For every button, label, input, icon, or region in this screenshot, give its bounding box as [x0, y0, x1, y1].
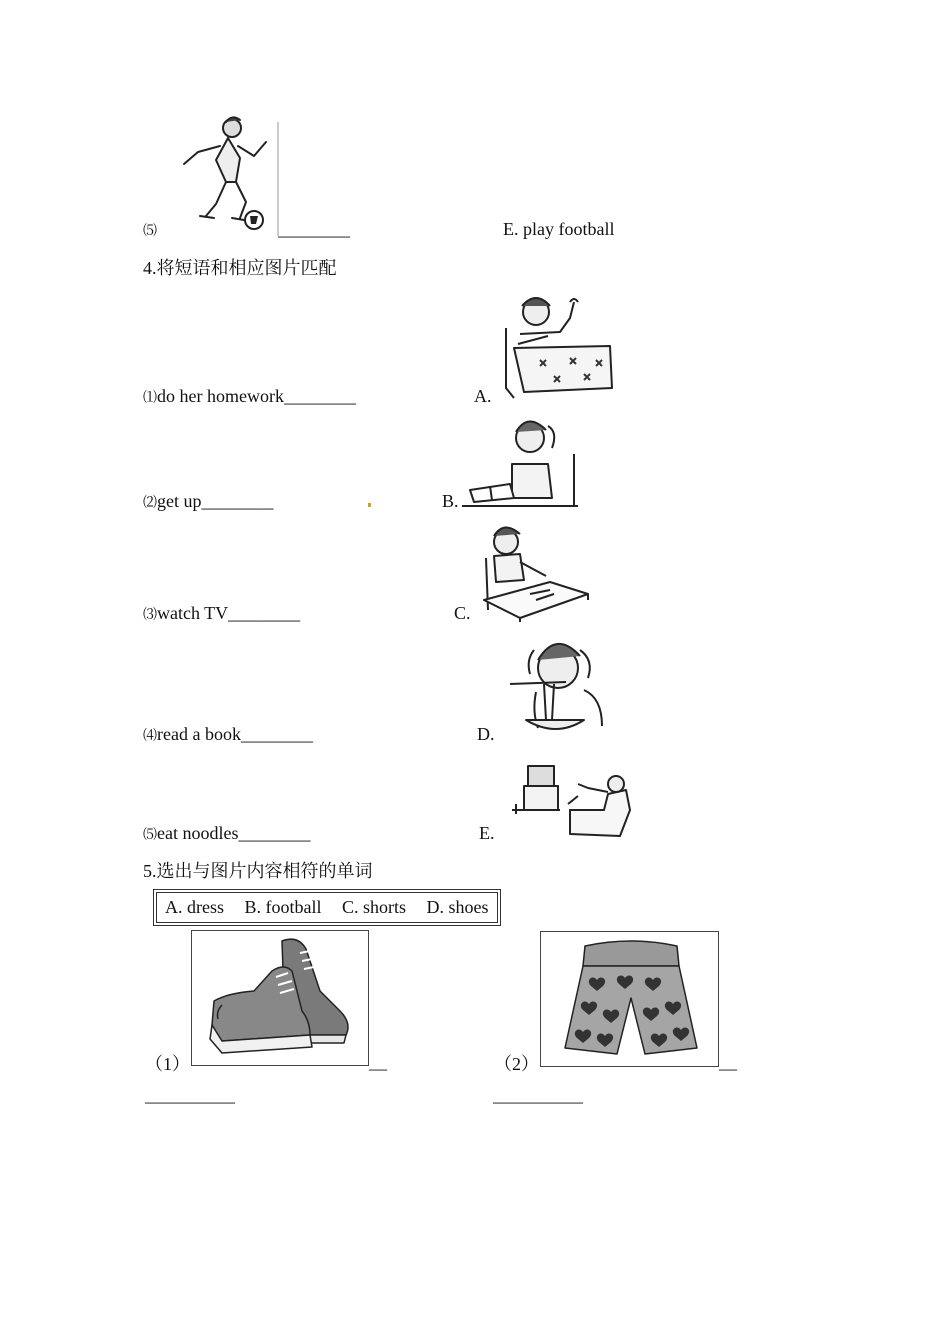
q5-title: 5.选出与图片内容相符的单词: [143, 861, 373, 881]
shorts-image: [541, 932, 718, 1066]
q4-item-1-blank[interactable]: ________: [283, 386, 356, 406]
q5-item-1-blank-end[interactable]: __: [369, 1052, 387, 1072]
q5-item-2-blank-line[interactable]: __________: [493, 1085, 583, 1105]
q5-option-d: D. shoes: [426, 897, 489, 917]
q4-item-1-number: ⑴: [143, 391, 157, 406]
q5-option-a: A. dress: [165, 897, 224, 917]
eat-noodles-image: [506, 630, 616, 742]
q4-item-1-text: do her homework: [157, 386, 284, 406]
q4-item-4: [143, 724, 313, 745]
q5-item-1-blank-line[interactable]: __________: [145, 1085, 235, 1105]
q4-option-b-letter: B.: [442, 491, 459, 511]
q4-title: 4.将短语和相应图片匹配: [143, 258, 337, 278]
q4-item-2: [143, 491, 274, 512]
shorts-image-frame: [540, 931, 719, 1067]
q5-option-c: C. shorts: [342, 897, 407, 917]
q4-option-a-letter: A.: [474, 386, 492, 406]
get-up-image: [500, 288, 616, 404]
do-homework-image: [480, 520, 590, 622]
q3-item-5-number: ⑸: [143, 224, 157, 239]
q4-item-1: [143, 386, 356, 407]
q4-item-3-blank[interactable]: ________: [228, 603, 301, 623]
q4-option-d-letter: D.: [477, 724, 495, 744]
q5-item-1-number: （1）: [145, 1054, 190, 1074]
q4-option-c-letter: C.: [454, 603, 471, 623]
q4-item-5-blank[interactable]: ________: [238, 823, 311, 843]
q3-item-5-blank[interactable]: ________: [278, 219, 350, 239]
q4-item-3-number: ⑶: [143, 608, 157, 623]
q4-item-5-number: ⑸: [143, 828, 157, 843]
watch-tv-image: [508, 760, 636, 840]
q4-item-4-number: ⑷: [143, 729, 157, 744]
q5-options-box: [153, 889, 501, 926]
q5-options-row: [156, 892, 498, 923]
q5-option-b: B. football: [244, 897, 322, 917]
q4-item-5-text: eat noodles: [157, 823, 239, 843]
q4-option-e-letter: E.: [479, 823, 495, 843]
q4-item-3-text: watch TV: [157, 603, 229, 623]
q3-option-e: E. play football: [503, 219, 615, 239]
q4-item-2-number: ⑵: [143, 496, 157, 511]
q4-item-2-text: get up: [157, 491, 202, 511]
q4-item-4-blank[interactable]: ________: [240, 724, 313, 744]
football-player-image: [170, 112, 280, 236]
q5-item-2-blank-end[interactable]: __: [719, 1052, 737, 1072]
read-a-book-image: [462, 414, 580, 510]
shoes-image-frame: [191, 930, 369, 1066]
q4-item-2-blank[interactable]: ________: [201, 491, 274, 511]
shoes-image: [192, 931, 368, 1065]
stray-dot: [368, 503, 371, 507]
q5-item-2-number: （2）: [494, 1054, 539, 1074]
q4-item-3: [143, 603, 300, 624]
q4-item-4-text: read a book: [157, 724, 241, 744]
q4-item-5: [143, 823, 310, 844]
